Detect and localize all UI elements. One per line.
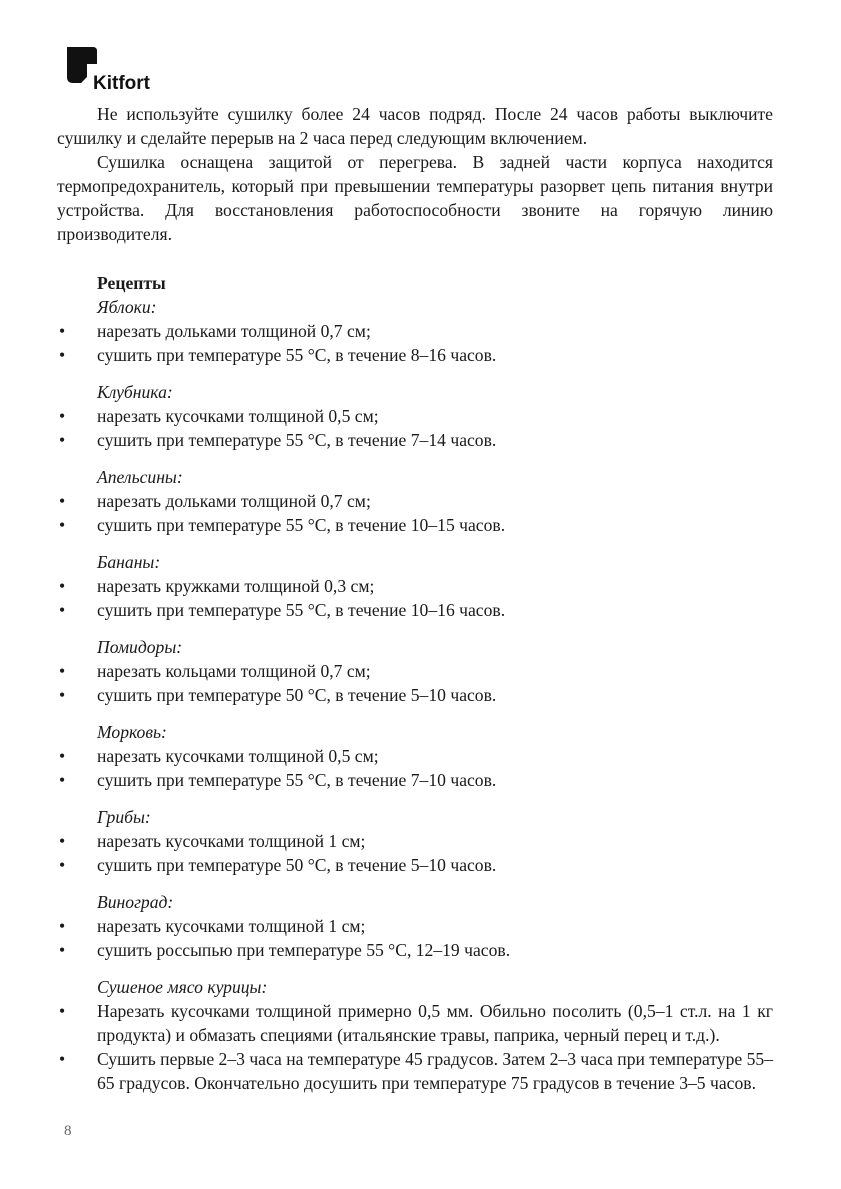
recipe-step: • нарезать дольками толщиной 0,7 см; [57, 319, 773, 343]
recipe-step: • Нарезать кусочками толщиной примерно 0,5 мм. Обильно посолить (0,5–1 ст.л. на 1 кг продукта) и обмазать специями (итальянские травы, паприка, черный перец и т.д.). [57, 999, 773, 1047]
recipe-steps [57, 744, 773, 792]
recipe-name: Апельсины: [97, 467, 183, 487]
kitfort-logo-text: Kitfort [93, 73, 150, 94]
recipe-step: • нарезать дольками толщиной 0,7 см; [57, 489, 773, 513]
recipe-apples [57, 295, 773, 367]
intro-paragraph-overheat-protection: Сушилка оснащена защитой от перегрева. В задней части корпуса находится термопредохранитель, который при превышении температуры разорвет цепь питания внутри устройства. Для восстановления работоспособности звоните на горячую линию производителя. [57, 152, 773, 244]
recipe-name: Помидоры: [97, 637, 183, 657]
recipe-strawberries [57, 380, 773, 452]
recipe-step: • сушить при температуре 50 °С, в течение 5–10 часов. [57, 853, 773, 877]
recipe-steps [57, 659, 773, 707]
page-content [57, 102, 773, 1095]
recipe-name: Морковь: [97, 722, 167, 742]
recipe-step: • сушить при температуре 50 °С, в течение 5–10 часов. [57, 683, 773, 707]
recipe-bananas [57, 550, 773, 622]
recipe-tomatoes [57, 635, 773, 707]
recipe-oranges [57, 465, 773, 537]
recipe-step: • нарезать кусочками толщиной 1 см; [57, 829, 773, 853]
recipe-steps [57, 914, 773, 962]
recipes-heading: Рецепты [97, 273, 166, 293]
recipe-steps [57, 489, 773, 537]
recipe-step: • нарезать кусочками толщиной 1 см; [57, 914, 773, 938]
recipe-dried-chicken [57, 975, 773, 1095]
recipe-name: Яблоки: [97, 297, 157, 317]
page-number: 8 [64, 1123, 72, 1139]
intro-paragraph-usage-limit: Не используйте сушилку более 24 часов подряд. После 24 часов работы выключите сушилку и сделайте перерыв на 2 часа перед следующим включением. [57, 104, 773, 148]
recipe-name: Клубника: [97, 382, 173, 402]
recipe-steps [57, 999, 773, 1095]
recipe-steps [57, 404, 773, 452]
recipe-name: Виноград: [97, 892, 174, 912]
recipe-steps [57, 574, 773, 622]
recipe-mushrooms [57, 805, 773, 877]
recipe-carrots [57, 720, 773, 792]
recipe-step: • нарезать кружками толщиной 0,3 см; [57, 574, 773, 598]
recipe-steps [57, 319, 773, 367]
recipe-step: • сушить при температуре 55 °С, в течение 7–14 часов. [57, 428, 773, 452]
recipe-step: • сушить при температуре 55 °С, в течение 7–10 часов. [57, 768, 773, 792]
recipe-name: Грибы: [97, 807, 151, 827]
recipe-step: • нарезать кольцами толщиной 0,7 см; [57, 659, 773, 683]
recipe-step: • Сушить первые 2–3 часа на температуре 45 градусов. Затем 2–3 часа при температуре 55–65 градусов. Окончательно досушить при температуре 75 градусов в течение 3–5 часов. [57, 1047, 773, 1095]
recipe-step: • нарезать кусочками толщиной 0,5 см; [57, 404, 773, 428]
recipe-step: • сушить при температуре 55 °С, в течение 10–15 часов. [57, 513, 773, 537]
recipe-grapes [57, 890, 773, 962]
recipe-steps [57, 829, 773, 877]
recipe-name: Бананы: [97, 552, 161, 572]
recipe-step: • сушить при температуре 55 °С, в течение 8–16 часов. [57, 343, 773, 367]
recipe-step: • сушить россыпью при температуре 55 °С, 12–19 часов. [57, 938, 773, 962]
recipe-step: • сушить при температуре 55 °С, в течение 10–16 часов. [57, 598, 773, 622]
recipe-name: Сушеное мясо курицы: [97, 977, 268, 997]
recipe-step: • нарезать кусочками толщиной 0,5 см; [57, 744, 773, 768]
